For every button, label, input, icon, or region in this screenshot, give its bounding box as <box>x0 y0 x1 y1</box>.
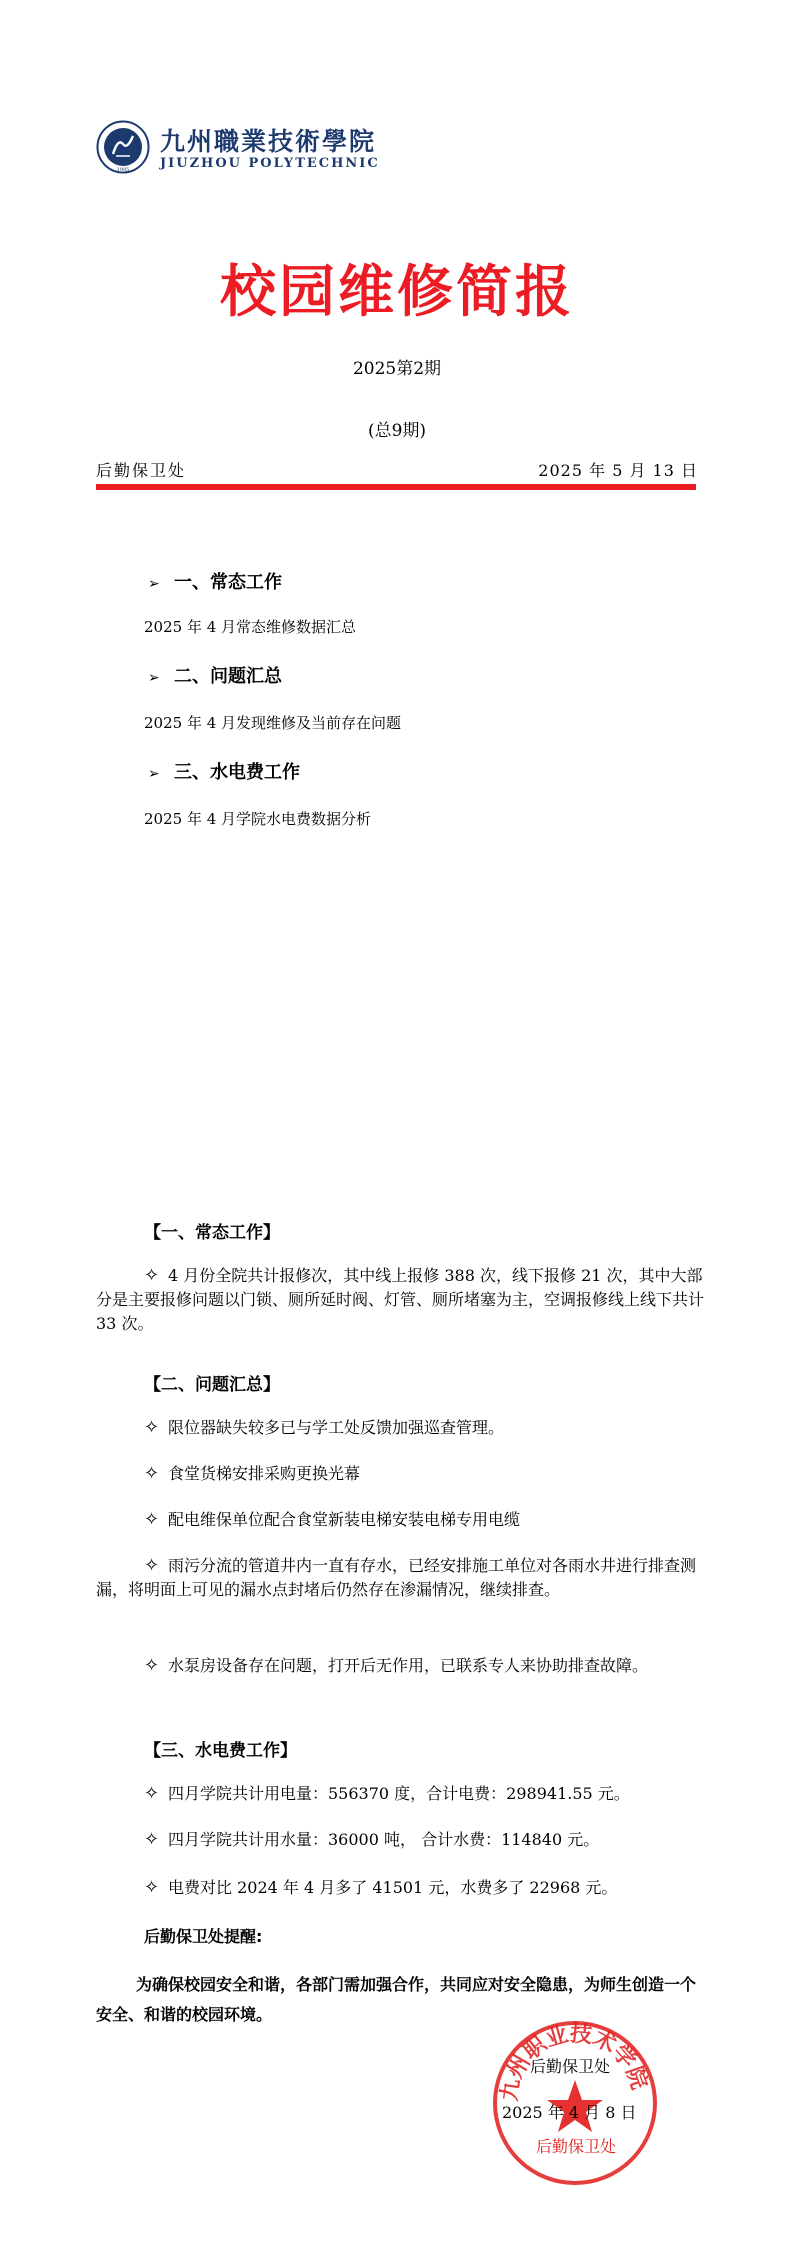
paragraph: ✧ 4 月份全院共计报修次，其中线上报修 388 次，线下报修 21 次，其中大部分是主要报修问题以门锁、厕所延时阀、灯管、厕所堵塞为主，空调报修线上线下共计 33 次。 <box>96 1265 705 1333</box>
paragraph: ✧ 食堂货梯安排采购更换光幕 <box>144 1463 361 1484</box>
school-logo <box>96 120 150 174</box>
signature-department: 后勤保卫处 <box>530 2057 611 2076</box>
seal-text: 九州职业技术学院 <box>496 2020 653 2103</box>
toc-desc-3: 2025 年 4 月学院水电费数据分析 <box>144 810 372 828</box>
diamond-bullet-icon: ✧ <box>144 1877 160 1898</box>
diamond-bullet-icon: ✧ <box>144 1655 160 1676</box>
toc-heading-3 <box>148 758 300 784</box>
arrow-icon: ➢ <box>148 766 160 782</box>
diamond-bullet-icon: ✧ <box>144 1265 160 1286</box>
diamond-bullet-icon: ✧ <box>144 1509 160 1530</box>
diamond-bullet-icon: ✧ <box>144 1783 160 1804</box>
report-title: 校园维修简报 <box>220 260 574 325</box>
toc-desc-2: 2025 年 4 月发现维修及当前存在问题 <box>144 714 402 732</box>
logo-chinese-name: 九州職業技術學院 <box>160 127 377 156</box>
diamond-bullet-icon: ✧ <box>144 1555 160 1576</box>
toc-heading-text: 一、常态工作 <box>174 572 282 593</box>
toc-desc-1: 2025 年 4 月常态维修数据汇总 <box>144 618 357 636</box>
logo-english-name: JIUZHOU POLYTECHNIC <box>160 156 380 171</box>
total-issue: (总9期) <box>367 421 427 441</box>
logo-year: 1995 <box>116 167 130 173</box>
toc-heading-text: 三、水电费工作 <box>174 762 300 783</box>
red-divider <box>96 484 696 490</box>
paragraph: ✧ 四月学院共计用电量：556370 度，合计电费：298941.55 元。 <box>144 1783 630 1804</box>
toc-heading-text: 二、问题汇总 <box>174 666 282 687</box>
paragraph: ✧ 电费对比 2024 年 4 月多了 41501 元，水费多了 22968 元。 <box>144 1877 618 1898</box>
paragraph: ✧ 配电维保单位配合食堂新装电梯安装电梯专用电缆 <box>144 1509 521 1530</box>
closing-statement: 为确保校园安全和谐，各部门需加强合作，共同应对安全隐患，为师生创造一个安全、和谐的校园环境。 <box>96 1975 697 2024</box>
signature-date: 2025 年 4 月 8 日 <box>502 2103 637 2122</box>
issue-number: 2025第2期 <box>352 359 442 379</box>
section-heading-issues: 【二、问题汇总】 <box>144 1375 280 1395</box>
diamond-bullet-icon: ✧ <box>144 1417 160 1438</box>
reminder-title: 后勤保卫处提醒: <box>144 1927 263 1946</box>
arrow-icon: ➢ <box>148 576 160 592</box>
section-heading-utilities: 【三、水电费工作】 <box>144 1741 297 1761</box>
paragraph: ✧ 限位器缺失较多已与学工处反馈加强巡查管理。 <box>144 1417 505 1438</box>
paragraph: ✧ 雨污分流的管道井内一直有存水，已经安排施工单位对各雨水井进行排查测漏，将明面上可见的漏水点封堵后仍然存在渗漏情况，继续排查。 <box>96 1555 697 1599</box>
diamond-bullet-icon: ✧ <box>144 1829 160 1850</box>
toc-heading-1 <box>148 568 282 594</box>
toc-heading-2 <box>148 662 282 688</box>
diamond-bullet-icon: ✧ <box>144 1463 160 1484</box>
paragraph: ✧ 四月学院共计用水量：36000 吨， 合计水费：114840 元。 <box>144 1829 600 1850</box>
issue-date: 2025 年 5 月 13 日 <box>538 461 698 480</box>
issuing-department: 后勤保卫处 <box>96 461 187 480</box>
arrow-icon: ➢ <box>148 670 160 686</box>
signature-script: 后勤保卫处 <box>536 2137 617 2156</box>
section-heading-routine: 【一、常态工作】 <box>144 1223 280 1243</box>
paragraph: ✧ 水泵房设备存在问题，打开后无作用，已联系专人来协助排查故障。 <box>144 1655 649 1676</box>
